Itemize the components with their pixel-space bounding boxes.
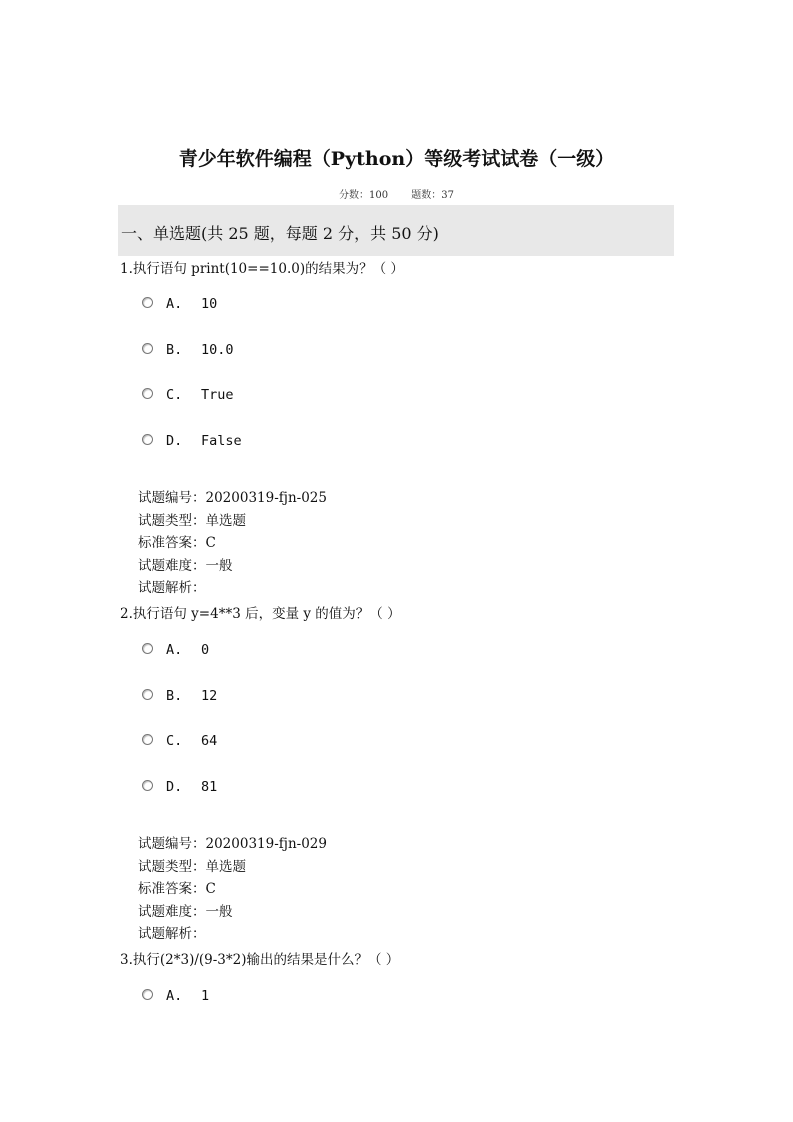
option-text: 12 <box>201 688 218 704</box>
standard-answer: 标准答案：C <box>138 881 216 897</box>
page-title: 青少年软件编程（Python）等级考试试卷（一级） <box>178 148 615 170</box>
option-letter: C. <box>166 387 183 403</box>
option-text: 81 <box>201 779 218 795</box>
radio-icon[interactable] <box>142 734 153 745</box>
question-analysis: 试题解析： <box>138 926 206 942</box>
question-info <box>138 833 327 946</box>
question-id: 试题编号：20200319-fjn-025 <box>138 490 327 506</box>
question-stem: 3.执行(2*3)/(9-3*2)输出的结果是什么？（ ） <box>120 952 400 968</box>
option-text: 0 <box>201 642 210 658</box>
question-analysis: 试题解析： <box>138 580 206 596</box>
question-stem: 2.执行语句 y=4**3 后，变量 y 的值为？（ ） <box>120 606 401 622</box>
option-text: 64 <box>201 733 218 749</box>
radio-icon[interactable] <box>142 989 153 1000</box>
radio-icon[interactable] <box>142 434 153 445</box>
option-letter: C. <box>166 733 183 749</box>
question-id: 试题编号：20200319-fjn-029 <box>138 836 327 852</box>
question-difficulty: 试题难度：一般 <box>138 903 233 920</box>
question-difficulty: 试题难度：一般 <box>138 557 233 574</box>
section-title: 一、单选题(共 25 题，每题 2 分，共 50 分) <box>121 224 439 243</box>
option-letter: A. <box>166 642 183 658</box>
radio-icon[interactable] <box>142 388 153 399</box>
radio-icon[interactable] <box>142 643 153 654</box>
option-letter: D. <box>166 433 183 449</box>
question-type: 试题类型：单选题 <box>138 858 246 875</box>
section-header <box>118 205 674 256</box>
question-stem: 1.执行语句 print(10==10.0)的结果为？（ ） <box>120 261 404 277</box>
question-info <box>138 487 327 600</box>
exam-meta <box>0 189 793 203</box>
standard-answer: 标准答案：C <box>138 535 216 551</box>
option-text: 10.0 <box>201 342 234 358</box>
radio-icon[interactable] <box>142 343 153 354</box>
option-letter: A. <box>166 296 183 312</box>
option-text: False <box>201 433 242 449</box>
option-letter: D. <box>166 779 183 795</box>
option-text: 1 <box>201 988 210 1004</box>
radio-icon[interactable] <box>142 780 153 791</box>
option-letter: B. <box>166 688 183 704</box>
question-type: 试题类型：单选题 <box>138 512 246 529</box>
option-letter: B. <box>166 342 183 358</box>
question-count: 题数：37 <box>411 190 454 201</box>
radio-icon[interactable] <box>142 297 153 308</box>
option-letter: A. <box>166 988 183 1004</box>
option-text: 10 <box>201 296 218 312</box>
total-score: 分数：100 <box>338 190 389 201</box>
radio-icon[interactable] <box>142 689 153 700</box>
option-text: True <box>201 387 234 403</box>
